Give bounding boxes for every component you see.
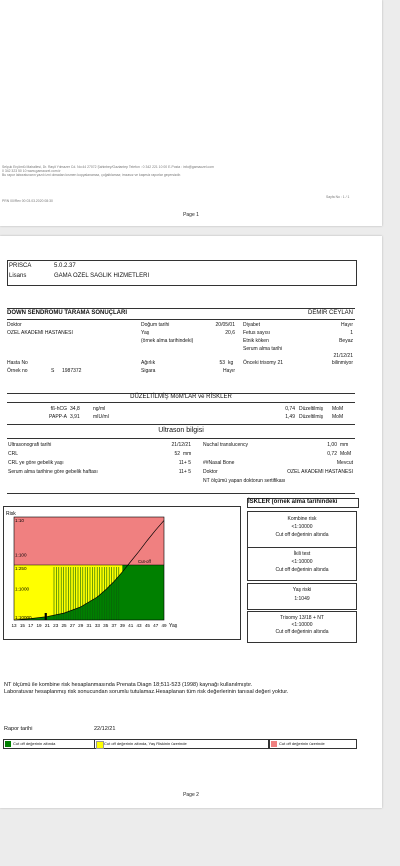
marker-mom: 0,74 <box>285 406 295 412</box>
y-tick-label: 1:250 <box>15 565 27 571</box>
prisca-label: PRISCA <box>9 263 32 269</box>
lisans-value: GAMA OZEL SAGLIK HIZMETLERI <box>54 273 150 279</box>
risks-header: İSKLER (örnek alma tarihindeki <box>247 498 359 508</box>
us-doctor-value: OZEL AKADEMI HASTANESI <box>287 469 353 475</box>
risk-box-dual <box>247 547 357 581</box>
fetus-value: 1 <box>350 330 353 336</box>
report-date-value: 22/12/21 <box>94 726 116 732</box>
report-date-label: Rapor tarihi <box>4 726 33 732</box>
x-tick-label: 45 <box>144 623 150 628</box>
weight-unit: kg <box>228 360 234 366</box>
age-value: 20,6 <box>225 330 235 336</box>
page-2 <box>0 236 382 808</box>
report-title: DOWN SENDROMU TARAMA SONUÇLARI <box>7 310 127 316</box>
mom-row-hcg <box>7 406 355 414</box>
patient-age-marker <box>45 613 47 620</box>
y-tick-label: 1:10000 <box>15 615 32 620</box>
birthdate-value: 20/05/01 <box>215 322 235 328</box>
footer-address: Selçuk Erçömlü Mahallesi, Dr. Raşit Yılmazer Cd. No:44 27072 Şahinbey/Gaziantep Telefon : 0 342 221 10 00 E-Posta : info@gamaozel.com <box>2 165 214 169</box>
nt-label: Nuchal translucency <box>203 442 249 448</box>
x-tick-label: 39 <box>119 623 125 628</box>
x-tick-label: 43 <box>136 623 142 628</box>
footer-disclaimer: Bu rapor laboratuvarın yazılı izni olmadan kısmen kopyalanamaz, çoğaltılamaz; imzasız ve kaşesiz raporlar geçersizdir. <box>2 173 182 177</box>
risk-chart-frame <box>3 506 241 640</box>
weight-label: Ağırlık <box>141 360 156 366</box>
serum-ga-value: 11+ 5 <box>178 469 191 475</box>
ethnic-value: Beyaz <box>339 338 353 344</box>
crl-ga-value: 11+ 5 <box>178 460 191 466</box>
risk-title: Kombine risk <box>287 516 317 522</box>
x-tick-label: 19 <box>36 623 42 628</box>
prisca-version: 5.0.2.37 <box>54 263 76 269</box>
us-date-label: Ultrasonografi tarihi <box>8 442 52 448</box>
legend-text: Cut off değerinin altında, Yaş Riskinin üzerinde <box>104 741 187 746</box>
legend-text: Cut off değerinin altında <box>13 741 56 746</box>
serum-ga-label: Serum alma tarihine göre gebelik haftası <box>8 469 98 475</box>
smoking-value: Hayır <box>223 368 235 374</box>
x-tick-label: 47 <box>153 623 159 628</box>
patient-name: DEMİR CEYLAN <box>307 310 353 316</box>
nasal-bone-label: ##Nasal Bone <box>203 460 235 466</box>
risk-title: Trisomy 13/18 + NT <box>280 615 324 621</box>
y-axis-label: Risk <box>6 511 16 517</box>
x-tick-label: 13 <box>11 623 17 628</box>
x-tick-label: 37 <box>111 623 117 628</box>
marker-mom: 1,49 <box>285 414 295 420</box>
risk-value: <1:10000 <box>291 524 313 530</box>
legend-high <box>269 739 357 749</box>
x-tick-label: 33 <box>94 623 100 628</box>
risk-box-combined <box>247 511 357 548</box>
x-tick-label: 25 <box>61 623 67 628</box>
diabetes-label: Diyabet <box>243 322 260 328</box>
marker-value: 34,8 <box>70 406 80 412</box>
legend-mid <box>94 739 269 749</box>
page-number-text: Sayfa No : 1 / 1 <box>326 195 350 199</box>
us-date-value: 21/12/21 <box>171 442 191 448</box>
mom-row-pappa <box>7 414 355 422</box>
ultrasound-title: Ultrason bilgisi <box>158 427 204 434</box>
marker-name: fß-hCG <box>50 406 67 412</box>
fetus-label: Fetus sayısı <box>243 330 270 336</box>
patient-info <box>7 322 355 378</box>
marker-unit: ng/ml <box>93 406 106 412</box>
prisca-header-box <box>7 260 357 286</box>
serum-date-value: 21/12/21 <box>333 353 353 359</box>
ultrasound-table <box>7 438 355 494</box>
page-2-label: Page 2 <box>183 792 199 798</box>
sample-prefix: S <box>51 368 55 374</box>
legend-low <box>3 739 95 749</box>
x-tick-label: 21 <box>44 623 50 628</box>
smoking-label: Sigara <box>141 368 156 374</box>
footer-contact: 0 342 323 50 10 www.gamaozel.com.tr <box>2 169 61 173</box>
marker-value: 3,91 <box>70 414 80 420</box>
risk-value: 1:1049 <box>294 596 310 602</box>
doctor-label: Doktor <box>7 322 22 328</box>
doctor-value: OZEL AKADEMI HASTANESI <box>7 330 73 336</box>
x-tick-label: 17 <box>28 623 34 628</box>
marker-mom-label: Düzeltilmiş <box>299 406 324 412</box>
marker-mom-unit: MoM <box>332 406 344 412</box>
risk-value: <1:10000 <box>291 622 313 628</box>
marker-name: PAPP-A <box>49 414 67 420</box>
risk-value: <1:10000 <box>291 559 313 565</box>
patient-no-label: Hasta No <box>7 360 28 366</box>
x-tick-label: 29 <box>78 623 84 628</box>
mom-title: DÜZELTİLMİŞ MoM'LAR ve RİSKLER <box>7 393 355 403</box>
nt-value: 1,00 <box>327 442 337 448</box>
x-tick-label: 41 <box>128 623 134 628</box>
x-tick-label: 15 <box>19 623 25 628</box>
diabetes-value: Hayır <box>341 322 353 328</box>
nt-unit: mm <box>340 442 349 448</box>
lisans-label: Lisans <box>9 273 27 279</box>
nasal-bone-value: Mevcut <box>336 460 353 466</box>
x-axis-label: Yaş <box>169 623 178 629</box>
legend-text: Cut off değerinin üzerinde <box>279 741 325 746</box>
nt-mom-unit: MoM <box>340 451 352 457</box>
title-bar <box>7 308 355 320</box>
ethnic-label: Etnik köken <box>243 338 269 344</box>
age-note: (örnek alma tarihindeki) <box>141 338 194 344</box>
nt-certificate: NT ölçümü yapan doktorun sertifikası <box>203 478 286 484</box>
x-tick-label: 27 <box>69 623 75 628</box>
weight-value: 53 <box>219 360 225 366</box>
y-tick-label: 1:10 <box>15 518 24 523</box>
serum-date-label: Serum alma tarihi <box>243 346 283 352</box>
cutoff-label: Cut-off <box>138 558 151 564</box>
risk-note: Cut off değerinin altında <box>275 532 329 538</box>
x-tick-label: 35 <box>103 623 109 628</box>
crl-unit: mm <box>183 451 192 457</box>
notes <box>4 682 380 695</box>
previous-trisomy-value: bilinmiyor <box>331 360 353 366</box>
marker-unit: mIU/ml <box>93 414 109 420</box>
page-1-footer <box>2 165 362 177</box>
us-doctor-label: Doktor <box>203 469 218 475</box>
marker-mom-unit: MoM <box>332 414 344 420</box>
note-line-1: NT ölçümü ile kombine risk hesaplanmasında Prenata Diagn 18;511-523 (1998) kaynağı kullanılmıştır. <box>4 682 253 688</box>
crl-ga-label: CRL ye göre gebelik yaşı <box>8 460 64 466</box>
risk-note: Cut off değerinin altında <box>275 567 329 573</box>
x-tick-label: 31 <box>86 623 92 628</box>
risk-chart <box>4 507 240 639</box>
note-line-2: Laboratuvar hesaplanmış risk sonucundan sorumlu tutulamaz.Hesaplanan tüm risk değerlerinin tanısal değeri yoktur. <box>4 688 289 695</box>
risk-box-age <box>247 583 357 610</box>
crl-value: 52 <box>174 451 180 457</box>
x-tick-label: 49 <box>161 623 167 628</box>
risk-title: İkili test <box>293 551 311 557</box>
legend-swatch-green <box>5 741 11 747</box>
mom-table <box>7 406 355 425</box>
page-1 <box>0 0 382 226</box>
previous-trisomy-label: Önceki trisomy 21 <box>243 360 284 366</box>
y-tick-label: 1:1000 <box>15 586 30 592</box>
y-tick-label: 1:100 <box>15 552 27 558</box>
x-tick-label: 23 <box>53 623 59 628</box>
age-label: Yaş <box>141 330 150 336</box>
sample-no-value: 1987372 <box>62 368 82 374</box>
risk-title: Yaş riski <box>292 587 312 593</box>
high-risk-zone <box>14 517 164 565</box>
legend-swatch-yellow <box>96 741 104 749</box>
risk-box-trisomy <box>247 611 357 643</box>
page-1-label: Page 1 <box>183 212 199 218</box>
risk-note: Cut off değerinin altında <box>275 629 329 635</box>
birthdate-label: Doğum tarihi <box>141 322 170 328</box>
print-stamp: PRN 00/Rev 00 03.03.2020 08:30 <box>2 199 53 203</box>
nt-mom-value: 0,72 <box>327 451 337 457</box>
crl-label: CRL <box>8 451 19 457</box>
sample-no-label: Örnek no <box>7 368 28 374</box>
legend-swatch-red <box>271 741 277 747</box>
marker-mom-label: Düzeltilmiş <box>299 414 324 420</box>
